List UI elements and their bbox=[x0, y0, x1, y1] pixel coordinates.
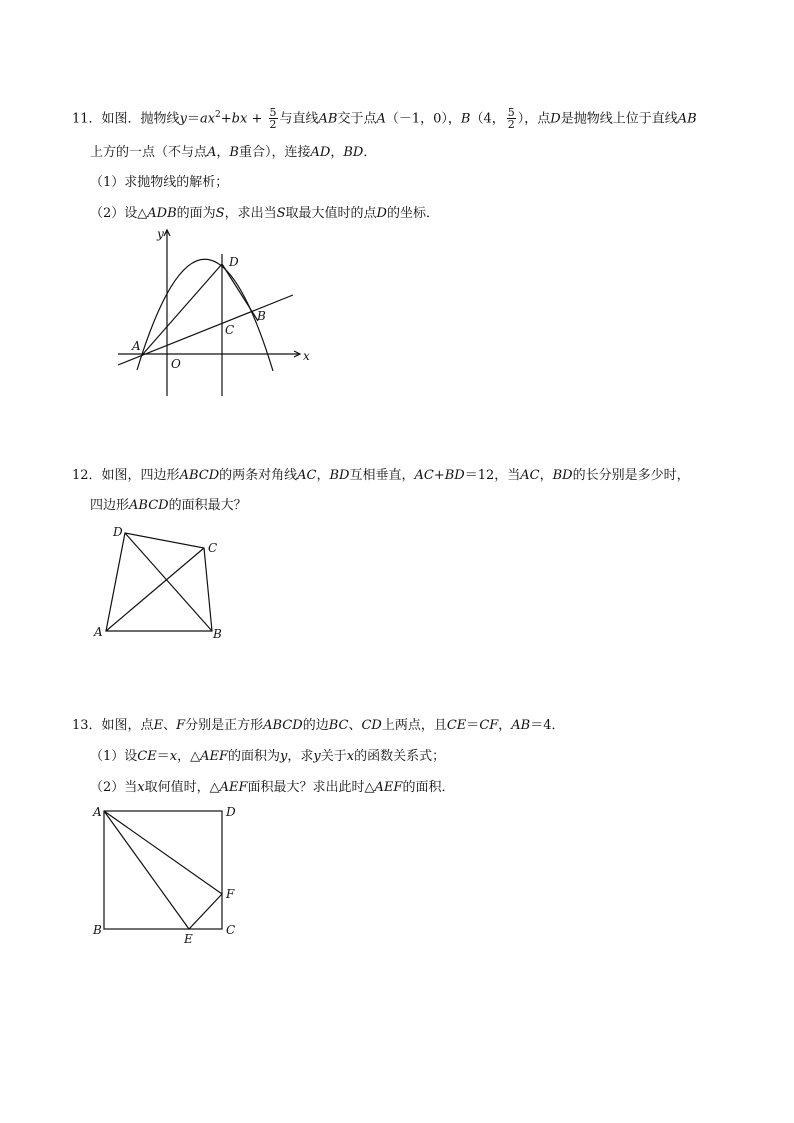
q11-segment-bd bbox=[222, 264, 258, 321]
q13-label-c: C bbox=[226, 923, 236, 937]
q13-part2: （2）当x取何值时，△AEF面积最大？求出此时△AEF的面积． bbox=[90, 780, 455, 795]
q12-line2: 四边形ABCD的面积最大？ bbox=[90, 498, 247, 513]
q12-diagonal-ac bbox=[106, 548, 204, 631]
q13-label-f: F bbox=[226, 887, 235, 901]
q11-line2: 上方的一点（不与点A，B重合），连接AD，BD． bbox=[90, 145, 377, 160]
q11-part2: （2）设△ADB的面为S，求出当S取最大值时的点D的坐标． bbox=[90, 206, 439, 221]
q13-triangle-aef bbox=[104, 811, 222, 929]
q12-label-c: C bbox=[208, 541, 218, 555]
q12-label-d: D bbox=[113, 525, 123, 539]
q11-line1: 11．如图．抛物线$y=ax^2+bx$ + $\frac{5}{2}$ 与直线AB交于点A（－1，0），B（4， $\frac{5}{2}$ ），点D是抛物线上位于直线AB bbox=[72, 106, 697, 132]
q12-quadrilateral bbox=[106, 533, 212, 631]
q11-b-fraction: $\frac{5}{2}$ bbox=[507, 106, 515, 132]
q13-line1: 13．如图，点E、F分别是正方形ABCD的边BC、CD上两点，且CE＝CF，AB＝4． bbox=[72, 718, 565, 733]
q13-label-e: E bbox=[184, 932, 193, 946]
q13-number: 13． bbox=[72, 718, 102, 733]
q13-part1: （1）设CE＝x，△AEF的面积为y，求y关于x的函数关系式； bbox=[90, 749, 446, 764]
q11-part1: （1）求抛物线的解析； bbox=[90, 175, 229, 190]
q11-label-x: x bbox=[303, 349, 310, 363]
q13-label-b: B bbox=[93, 923, 102, 937]
q11-label-c: C bbox=[225, 323, 235, 337]
q11-label-a: A bbox=[132, 339, 141, 353]
q11-y-arrow bbox=[164, 230, 170, 236]
q11-segment-ad bbox=[143, 264, 222, 354]
q13-label-d: D bbox=[226, 805, 236, 819]
q11-line-ab bbox=[118, 295, 293, 365]
q11-x-arrow bbox=[294, 351, 300, 357]
q12-line1: 12．如图，四边形ABCD的两条对角线AC，BD互相垂直，AC+BD＝12，当AC，BD的长分别是多少时， bbox=[72, 468, 690, 483]
q12-diagonal-bd bbox=[125, 533, 212, 631]
q11-number: 11． bbox=[72, 111, 102, 127]
q12-number: 12． bbox=[72, 468, 102, 483]
q11-label-y: y bbox=[157, 227, 164, 241]
q13-square bbox=[104, 811, 222, 929]
q13-label-a: A bbox=[93, 805, 102, 819]
q12-label-b: B bbox=[213, 627, 222, 641]
q11-label-d: D bbox=[229, 255, 239, 269]
q11-parabola bbox=[137, 259, 273, 371]
q11-label-b: B bbox=[257, 309, 266, 323]
q11-label-o: O bbox=[171, 357, 181, 371]
q11-eq-fraction: $\frac{5}{2}$ bbox=[269, 106, 277, 132]
q12-label-a: A bbox=[94, 625, 103, 639]
